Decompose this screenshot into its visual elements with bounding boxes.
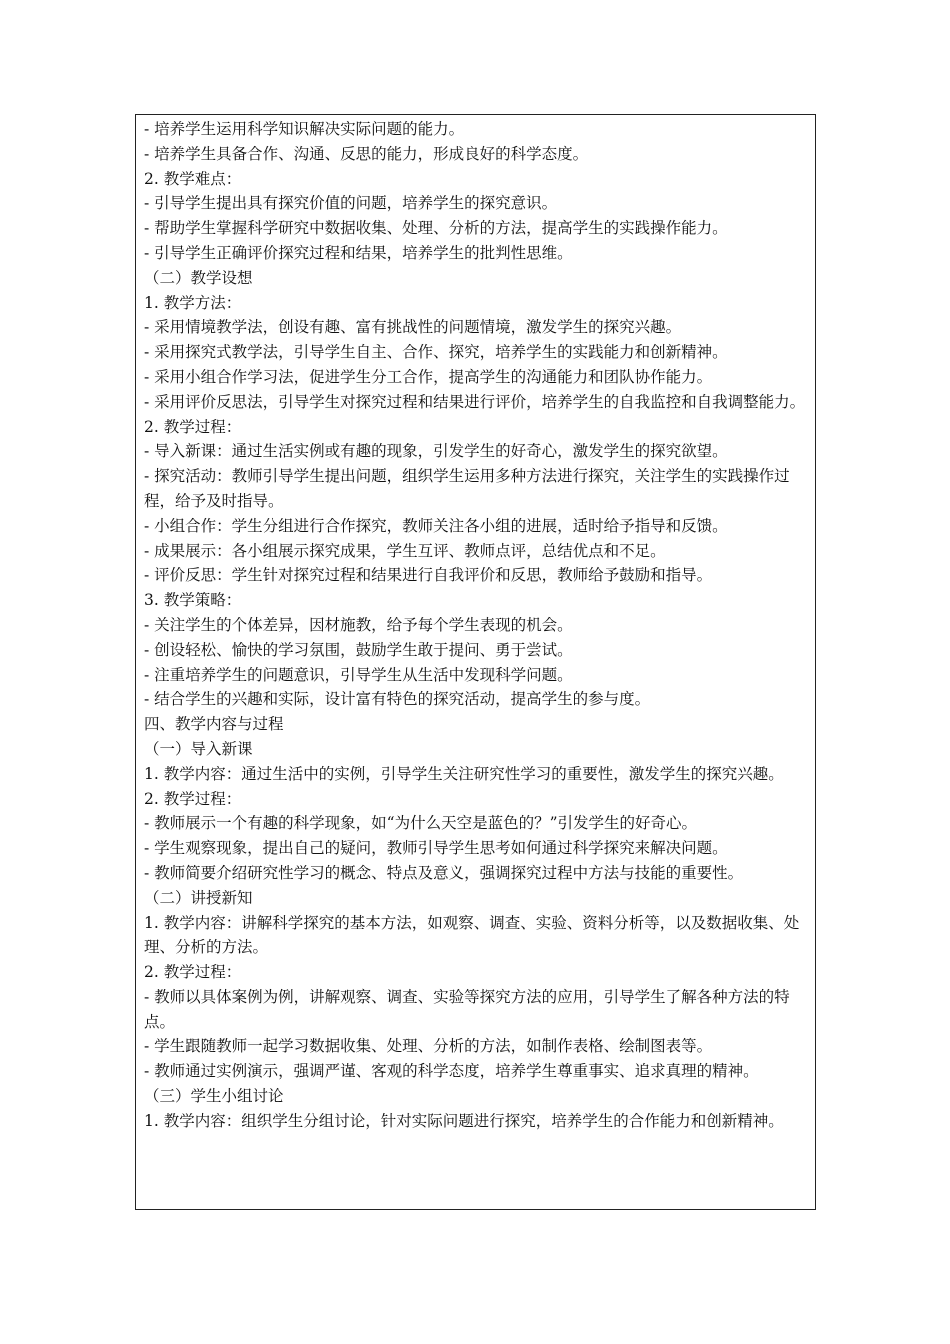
section-heading: （三）学生小组讨论 (144, 1087, 284, 1106)
section-heading: （一）导入新课 (144, 739, 253, 758)
list-item: - 采用评价反思法，引导学生对探究过程和结果进行评价，培养学生的自我监控和自我调整能力。 (144, 392, 806, 411)
paragraph: 1. 教学内容：组织学生分组讨论，针对实际问题进行探究，培养学生的合作能力和创新精神。 (144, 1111, 784, 1130)
paragraph: 1. 教学内容：通过生活中的实例，引导学生关注研究性学习的重要性，激发学生的探究兴趣。 (144, 764, 784, 783)
list-item: - 帮助学生掌握科学研究中数据收集、处理、分析的方法，提高学生的实践操作能力。 (144, 219, 728, 238)
list-item: - 采用探究式教学法，引导学生自主、合作、探究，培养学生的实践能力和创新精神。 (144, 343, 728, 362)
list-item: - 学生观察现象，提出自己的疑问，教师引导学生思考如何通过科学探究来解决问题。 (144, 839, 728, 858)
list-item: - 探究活动：教师引导学生提出问题，组织学生运用多种方法进行探究，关注学生的实践操作过程，给予及时指导。 (144, 467, 790, 510)
list-item: - 引导学生提出具有探究价值的问题，培养学生的探究意识。 (144, 194, 558, 213)
list-item: - 创设轻松、愉快的学习氛围，鼓励学生敢于提问、勇于尝试。 (144, 640, 573, 659)
list-item: - 注重培养学生的问题意识，引导学生从生活中发现科学问题。 (144, 665, 573, 684)
list-item: - 学生跟随教师一起学习数据收集、处理、分析的方法，如制作表格、绘制图表等。 (144, 1037, 713, 1056)
list-item: - 教师通过实例演示，强调严谨、客观的科学态度，培养学生尊重事实、追求真理的精神。 (144, 1062, 759, 1081)
list-item: - 成果展示：各小组展示探究成果，学生互评、教师点评，总结优点和不足。 (144, 541, 666, 560)
subheading: 2. 教学过程： (144, 963, 242, 982)
chapter-heading: 四、教学内容与过程 (144, 715, 284, 734)
list-item: - 小组合作：学生分组进行合作探究，教师关注各小组的进展，适时给予指导和反馈。 (144, 516, 728, 535)
subheading: 2. 教学过程： (144, 789, 242, 808)
list-item: - 结合学生的兴趣和实际，设计富有特色的探究活动，提高学生的参与度。 (144, 690, 651, 709)
subheading: 1. 教学方法： (144, 293, 242, 312)
list-item: - 采用小组合作学习法，促进学生分工合作，提高学生的沟通能力和团队协作能力。 (144, 367, 713, 386)
section-heading: （二）讲授新知 (144, 888, 253, 907)
list-item: - 引导学生正确评价探究过程和结果，培养学生的批判性思维。 (144, 243, 573, 262)
document-frame (135, 114, 816, 1210)
list-item: - 教师展示一个有趣的科学现象，如“为什么天空是蓝色的？”引发学生的好奇心。 (144, 814, 698, 833)
subheading: 2. 教学过程： (144, 417, 242, 436)
list-item: - 关注学生的个体差异，因材施教，给予每个学生表现的机会。 (144, 615, 573, 634)
list-item: - 采用情境教学法，创设有趣、富有挑战性的问题情境，激发学生的探究兴趣。 (144, 318, 682, 337)
paragraph: 1. 教学内容：讲解科学探究的基本方法，如观察、调查、实验、资料分析等，以及数据收集、处理、分析的方法。 (144, 913, 800, 957)
subheading: 3. 教学策略： (144, 591, 242, 610)
subheading: 2. 教学难点： (144, 169, 242, 188)
document-body (144, 117, 809, 1134)
list-item: - 导入新课：通过生活实例或有趣的现象，引发学生的好奇心，激发学生的探究欲望。 (144, 442, 728, 461)
list-item: - 教师简要介绍研究性学习的概念、特点及意义，强调探究过程中方法与技能的重要性。 (144, 863, 744, 882)
list-item: - 教师以具体案例为例，讲解观察、调查、实验等探究方法的应用，引导学生了解各种方法的特点。 (144, 987, 790, 1031)
section-heading: （二）教学设想 (144, 268, 253, 287)
list-item: - 培养学生具备合作、沟通、反思的能力，形成良好的科学态度。 (144, 144, 589, 163)
list-item: - 培养学生运用科学知识解决实际问题的能力。 (144, 120, 465, 138)
list-item: - 评价反思：学生针对探究过程和结果进行自我评价和反思，教师给予鼓励和指导。 (144, 566, 713, 585)
